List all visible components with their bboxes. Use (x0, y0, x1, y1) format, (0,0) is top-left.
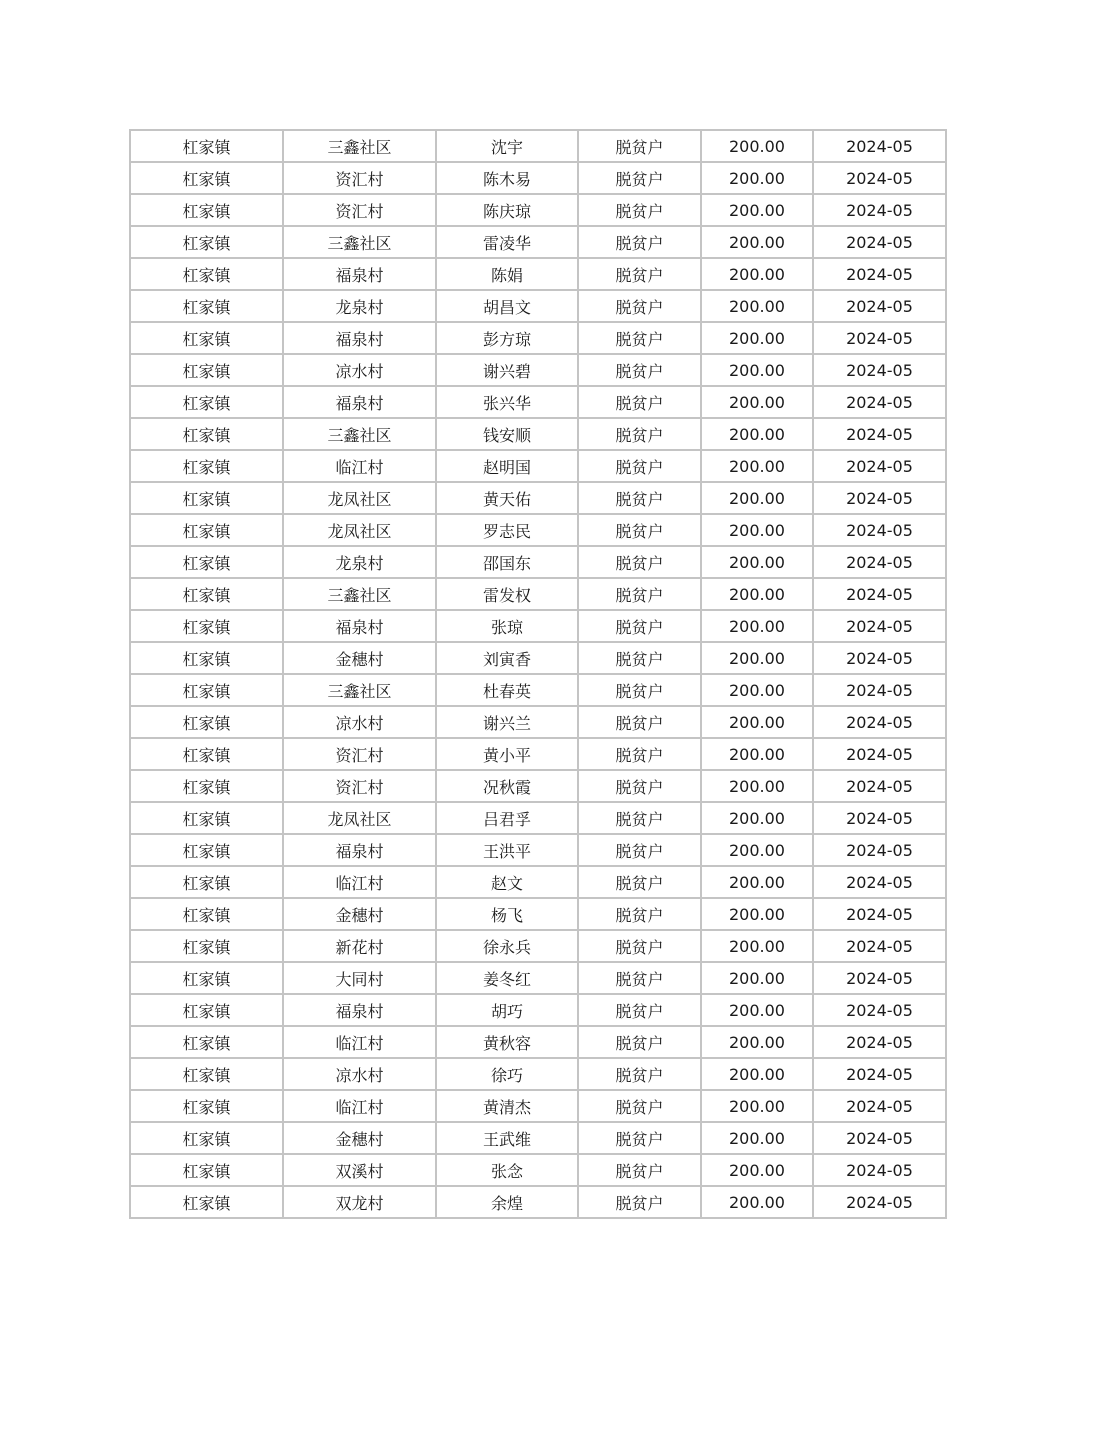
household-type-cell: 脱贫户 (578, 962, 701, 994)
household-type-cell: 脱贫户 (578, 674, 701, 706)
name-cell: 杜春英 (436, 674, 578, 706)
household-type-cell: 脱贫户 (578, 226, 701, 258)
village-cell: 龙凤社区 (283, 482, 436, 514)
amount-cell: 200.00 (701, 578, 813, 610)
town-cell: 杠家镇 (130, 1122, 283, 1154)
household-type-cell: 脱贫户 (578, 162, 701, 194)
table-row (130, 930, 946, 962)
village-cell: 新花村 (283, 930, 436, 962)
town-cell: 杠家镇 (130, 1058, 283, 1090)
amount-cell: 200.00 (701, 354, 813, 386)
amount-cell: 200.00 (701, 162, 813, 194)
town-cell: 杠家镇 (130, 226, 283, 258)
amount-cell: 200.00 (701, 546, 813, 578)
town-cell: 杠家镇 (130, 706, 283, 738)
town-cell: 杠家镇 (130, 130, 283, 162)
household-type-cell: 脱贫户 (578, 354, 701, 386)
month-cell: 2024-05 (813, 322, 946, 354)
table-row (130, 866, 946, 898)
town-cell: 杠家镇 (130, 674, 283, 706)
month-cell: 2024-05 (813, 162, 946, 194)
village-cell: 福泉村 (283, 610, 436, 642)
table-row (130, 418, 946, 450)
name-cell: 陈庆琼 (436, 194, 578, 226)
name-cell: 刘寅香 (436, 642, 578, 674)
month-cell: 2024-05 (813, 354, 946, 386)
town-cell: 杠家镇 (130, 770, 283, 802)
amount-cell: 200.00 (701, 130, 813, 162)
village-cell: 凉水村 (283, 354, 436, 386)
town-cell: 杠家镇 (130, 578, 283, 610)
village-cell: 三鑫社区 (283, 130, 436, 162)
village-cell: 三鑫社区 (283, 578, 436, 610)
amount-cell: 200.00 (701, 802, 813, 834)
household-type-cell: 脱贫户 (578, 1090, 701, 1122)
name-cell: 杨飞 (436, 898, 578, 930)
household-type-cell: 脱贫户 (578, 578, 701, 610)
town-cell: 杠家镇 (130, 1026, 283, 1058)
village-cell: 福泉村 (283, 322, 436, 354)
month-cell: 2024-05 (813, 866, 946, 898)
name-cell: 张琼 (436, 610, 578, 642)
name-cell: 雷凌华 (436, 226, 578, 258)
month-cell: 2024-05 (813, 610, 946, 642)
month-cell: 2024-05 (813, 450, 946, 482)
amount-cell: 200.00 (701, 482, 813, 514)
amount-cell: 200.00 (701, 994, 813, 1026)
town-cell: 杠家镇 (130, 482, 283, 514)
name-cell: 张念 (436, 1154, 578, 1186)
name-cell: 赵文 (436, 866, 578, 898)
town-cell: 杠家镇 (130, 386, 283, 418)
amount-cell: 200.00 (701, 258, 813, 290)
amount-cell: 200.00 (701, 386, 813, 418)
table-row (130, 258, 946, 290)
town-cell: 杠家镇 (130, 290, 283, 322)
village-cell: 福泉村 (283, 386, 436, 418)
town-cell: 杠家镇 (130, 514, 283, 546)
month-cell: 2024-05 (813, 962, 946, 994)
name-cell: 胡昌文 (436, 290, 578, 322)
month-cell: 2024-05 (813, 802, 946, 834)
household-type-cell: 脱贫户 (578, 642, 701, 674)
table-row (130, 1026, 946, 1058)
town-cell: 杠家镇 (130, 1154, 283, 1186)
month-cell: 2024-05 (813, 226, 946, 258)
month-cell: 2024-05 (813, 386, 946, 418)
town-cell: 杠家镇 (130, 1186, 283, 1218)
name-cell: 徐永兵 (436, 930, 578, 962)
table-row (130, 1058, 946, 1090)
household-type-cell: 脱贫户 (578, 386, 701, 418)
village-cell: 金穗村 (283, 642, 436, 674)
table-row (130, 450, 946, 482)
town-cell: 杠家镇 (130, 930, 283, 962)
table-body (130, 130, 946, 1218)
amount-cell: 200.00 (701, 450, 813, 482)
month-cell: 2024-05 (813, 482, 946, 514)
name-cell: 黄秋容 (436, 1026, 578, 1058)
village-cell: 临江村 (283, 866, 436, 898)
month-cell: 2024-05 (813, 1090, 946, 1122)
table-row (130, 482, 946, 514)
village-cell: 龙凤社区 (283, 514, 436, 546)
amount-cell: 200.00 (701, 1186, 813, 1218)
village-cell: 龙泉村 (283, 546, 436, 578)
household-type-cell: 脱贫户 (578, 610, 701, 642)
household-type-cell: 脱贫户 (578, 930, 701, 962)
village-cell: 三鑫社区 (283, 674, 436, 706)
household-type-cell: 脱贫户 (578, 546, 701, 578)
amount-cell: 200.00 (701, 930, 813, 962)
table-row (130, 1186, 946, 1218)
name-cell: 姜冬红 (436, 962, 578, 994)
village-cell: 资汇村 (283, 162, 436, 194)
name-cell: 陈木易 (436, 162, 578, 194)
month-cell: 2024-05 (813, 578, 946, 610)
amount-cell: 200.00 (701, 834, 813, 866)
amount-cell: 200.00 (701, 962, 813, 994)
name-cell: 陈娟 (436, 258, 578, 290)
town-cell: 杠家镇 (130, 962, 283, 994)
household-type-cell: 脱贫户 (578, 1026, 701, 1058)
village-cell: 三鑫社区 (283, 418, 436, 450)
household-type-cell: 脱贫户 (578, 1058, 701, 1090)
table-row (130, 802, 946, 834)
village-cell: 凉水村 (283, 706, 436, 738)
month-cell: 2024-05 (813, 738, 946, 770)
table-row (130, 386, 946, 418)
table-row (130, 994, 946, 1026)
name-cell: 沈宇 (436, 130, 578, 162)
village-cell: 福泉村 (283, 258, 436, 290)
village-cell: 龙凤社区 (283, 802, 436, 834)
household-type-cell: 脱贫户 (578, 194, 701, 226)
town-cell: 杠家镇 (130, 1090, 283, 1122)
month-cell: 2024-05 (813, 514, 946, 546)
amount-cell: 200.00 (701, 1090, 813, 1122)
month-cell: 2024-05 (813, 1026, 946, 1058)
table-row (130, 514, 946, 546)
village-cell: 金穗村 (283, 1122, 436, 1154)
village-cell: 临江村 (283, 1026, 436, 1058)
town-cell: 杠家镇 (130, 866, 283, 898)
village-cell: 龙泉村 (283, 290, 436, 322)
month-cell: 2024-05 (813, 1186, 946, 1218)
village-cell: 资汇村 (283, 194, 436, 226)
month-cell: 2024-05 (813, 834, 946, 866)
household-type-cell: 脱贫户 (578, 706, 701, 738)
town-cell: 杠家镇 (130, 418, 283, 450)
table-row (130, 834, 946, 866)
household-type-cell: 脱贫户 (578, 898, 701, 930)
village-cell: 资汇村 (283, 738, 436, 770)
month-cell: 2024-05 (813, 706, 946, 738)
table-row (130, 674, 946, 706)
data-table (129, 129, 947, 1219)
amount-cell: 200.00 (701, 1026, 813, 1058)
month-cell: 2024-05 (813, 770, 946, 802)
village-cell: 凉水村 (283, 1058, 436, 1090)
household-type-cell: 脱贫户 (578, 130, 701, 162)
name-cell: 徐巧 (436, 1058, 578, 1090)
amount-cell: 200.00 (701, 770, 813, 802)
name-cell: 吕君孚 (436, 802, 578, 834)
month-cell: 2024-05 (813, 930, 946, 962)
name-cell: 赵明国 (436, 450, 578, 482)
name-cell: 胡巧 (436, 994, 578, 1026)
amount-cell: 200.00 (701, 674, 813, 706)
name-cell: 黄小平 (436, 738, 578, 770)
amount-cell: 200.00 (701, 706, 813, 738)
table-row (130, 290, 946, 322)
table-row (130, 770, 946, 802)
table-row (130, 578, 946, 610)
name-cell: 王武维 (436, 1122, 578, 1154)
table-row (130, 738, 946, 770)
amount-cell: 200.00 (701, 290, 813, 322)
table-row (130, 1154, 946, 1186)
amount-cell: 200.00 (701, 322, 813, 354)
month-cell: 2024-05 (813, 1058, 946, 1090)
town-cell: 杠家镇 (130, 994, 283, 1026)
table-row (130, 1090, 946, 1122)
name-cell: 谢兴碧 (436, 354, 578, 386)
amount-cell: 200.00 (701, 514, 813, 546)
month-cell: 2024-05 (813, 130, 946, 162)
amount-cell: 200.00 (701, 866, 813, 898)
household-type-cell: 脱贫户 (578, 770, 701, 802)
month-cell: 2024-05 (813, 418, 946, 450)
household-type-cell: 脱贫户 (578, 450, 701, 482)
household-type-cell: 脱贫户 (578, 418, 701, 450)
amount-cell: 200.00 (701, 1154, 813, 1186)
town-cell: 杠家镇 (130, 194, 283, 226)
household-type-cell: 脱贫户 (578, 1186, 701, 1218)
village-cell: 临江村 (283, 1090, 436, 1122)
month-cell: 2024-05 (813, 674, 946, 706)
table-row (130, 354, 946, 386)
table-row (130, 962, 946, 994)
town-cell: 杠家镇 (130, 450, 283, 482)
table-row (130, 642, 946, 674)
household-type-cell: 脱贫户 (578, 290, 701, 322)
month-cell: 2024-05 (813, 194, 946, 226)
table-row (130, 898, 946, 930)
name-cell: 谢兴兰 (436, 706, 578, 738)
table-row (130, 162, 946, 194)
name-cell: 雷发权 (436, 578, 578, 610)
table-row (130, 322, 946, 354)
name-cell: 罗志民 (436, 514, 578, 546)
month-cell: 2024-05 (813, 258, 946, 290)
table-row (130, 546, 946, 578)
name-cell: 余煌 (436, 1186, 578, 1218)
table-row (130, 1122, 946, 1154)
household-type-cell: 脱贫户 (578, 322, 701, 354)
month-cell: 2024-05 (813, 546, 946, 578)
household-type-cell: 脱贫户 (578, 1154, 701, 1186)
village-cell: 三鑫社区 (283, 226, 436, 258)
household-type-cell: 脱贫户 (578, 866, 701, 898)
town-cell: 杠家镇 (130, 258, 283, 290)
village-cell: 福泉村 (283, 994, 436, 1026)
village-cell: 临江村 (283, 450, 436, 482)
table-row (130, 194, 946, 226)
household-type-cell: 脱贫户 (578, 994, 701, 1026)
town-cell: 杠家镇 (130, 354, 283, 386)
amount-cell: 200.00 (701, 898, 813, 930)
town-cell: 杠家镇 (130, 322, 283, 354)
month-cell: 2024-05 (813, 290, 946, 322)
town-cell: 杠家镇 (130, 610, 283, 642)
household-type-cell: 脱贫户 (578, 834, 701, 866)
name-cell: 彭方琼 (436, 322, 578, 354)
table-row (130, 610, 946, 642)
household-type-cell: 脱贫户 (578, 738, 701, 770)
amount-cell: 200.00 (701, 194, 813, 226)
town-cell: 杠家镇 (130, 802, 283, 834)
month-cell: 2024-05 (813, 642, 946, 674)
town-cell: 杠家镇 (130, 162, 283, 194)
town-cell: 杠家镇 (130, 898, 283, 930)
name-cell: 邵国东 (436, 546, 578, 578)
household-type-cell: 脱贫户 (578, 802, 701, 834)
amount-cell: 200.00 (701, 418, 813, 450)
amount-cell: 200.00 (701, 642, 813, 674)
month-cell: 2024-05 (813, 994, 946, 1026)
month-cell: 2024-05 (813, 1154, 946, 1186)
village-cell: 双溪村 (283, 1154, 436, 1186)
amount-cell: 200.00 (701, 226, 813, 258)
name-cell: 钱安顺 (436, 418, 578, 450)
name-cell: 王洪平 (436, 834, 578, 866)
town-cell: 杠家镇 (130, 546, 283, 578)
table-row (130, 226, 946, 258)
household-type-cell: 脱贫户 (578, 1122, 701, 1154)
amount-cell: 200.00 (701, 1058, 813, 1090)
name-cell: 黄清杰 (436, 1090, 578, 1122)
town-cell: 杠家镇 (130, 642, 283, 674)
month-cell: 2024-05 (813, 898, 946, 930)
household-type-cell: 脱贫户 (578, 482, 701, 514)
town-cell: 杠家镇 (130, 738, 283, 770)
amount-cell: 200.00 (701, 1122, 813, 1154)
month-cell: 2024-05 (813, 1122, 946, 1154)
village-cell: 福泉村 (283, 834, 436, 866)
table-row (130, 706, 946, 738)
household-type-cell: 脱贫户 (578, 514, 701, 546)
town-cell: 杠家镇 (130, 834, 283, 866)
amount-cell: 200.00 (701, 610, 813, 642)
village-cell: 双龙村 (283, 1186, 436, 1218)
name-cell: 况秋霞 (436, 770, 578, 802)
name-cell: 张兴华 (436, 386, 578, 418)
village-cell: 金穗村 (283, 898, 436, 930)
village-cell: 资汇村 (283, 770, 436, 802)
village-cell: 大同村 (283, 962, 436, 994)
household-type-cell: 脱贫户 (578, 258, 701, 290)
table-row (130, 130, 946, 162)
amount-cell: 200.00 (701, 738, 813, 770)
name-cell: 黄天佑 (436, 482, 578, 514)
